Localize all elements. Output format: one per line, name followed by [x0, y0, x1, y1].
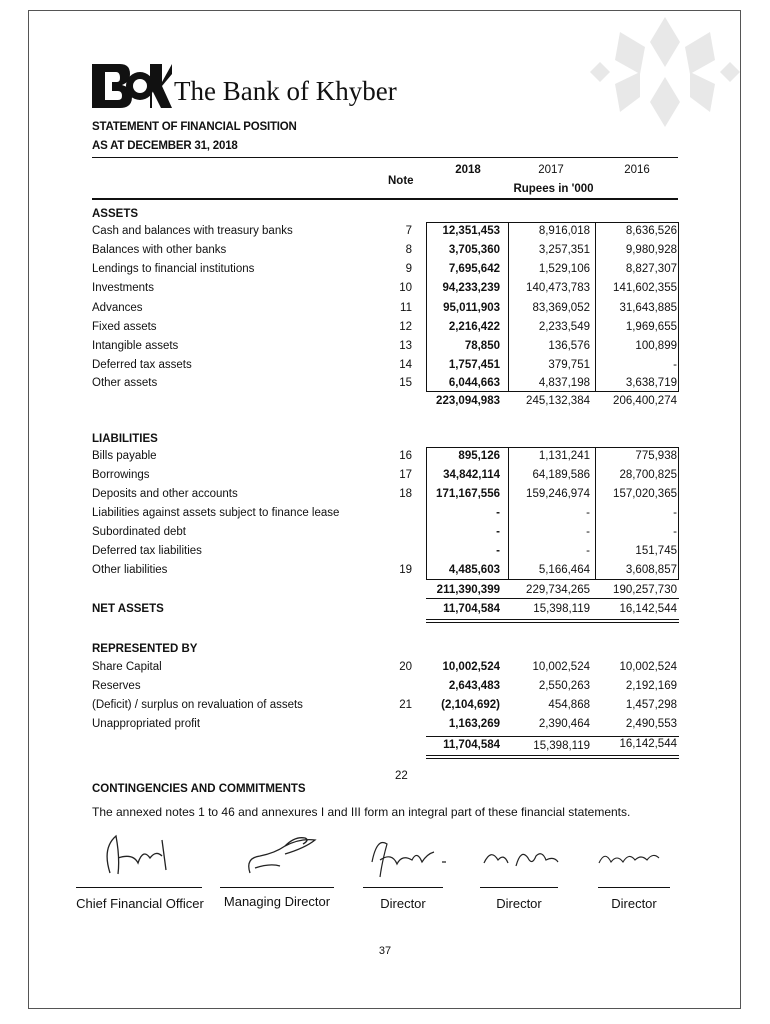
- liabilities-row-2017: -: [586, 545, 590, 557]
- represented-total-rule-1: [426, 755, 679, 756]
- assets-row-note: 14: [399, 359, 412, 371]
- liabilities-row-label: Deferred tax liabilities: [92, 545, 202, 557]
- represented-row-2017: 10,002,524: [532, 661, 590, 673]
- net-assets-rule-2: [426, 622, 679, 623]
- year-2017-header: 2017: [538, 164, 564, 176]
- signature-cfo: [88, 828, 188, 883]
- signatory-label: Chief Financial Officer: [76, 896, 204, 911]
- assets-row-label: Balances with other banks: [92, 244, 227, 256]
- assets-heading: ASSETS: [92, 208, 139, 220]
- assets-col-divider: [595, 222, 596, 392]
- assets-row-2018: 78,850: [464, 340, 500, 352]
- liabilities-row-2018: 4,485,603: [448, 564, 500, 576]
- assets-row-2017: 136,576: [548, 340, 590, 352]
- signatory-label: Director: [380, 896, 426, 911]
- represented-by-heading: REPRESENTED BY: [92, 643, 198, 655]
- assets-row-2016: 141,602,355: [613, 282, 677, 294]
- liabilities-row-2017: -: [586, 526, 590, 538]
- assets-row-2018: 7,695,642: [448, 263, 500, 275]
- assets-row-note: 8: [405, 244, 412, 256]
- assets-row-2016: 3,638,719: [625, 377, 677, 389]
- footnote: The annexed notes 1 to 46 and annexures I and III form an integral part of these financial statements.: [92, 805, 631, 819]
- bank-logo: [92, 56, 397, 108]
- represented-row-2018: (2,104,692): [441, 699, 500, 711]
- signature-director-3: [593, 838, 673, 878]
- liabilities-row-2017: 5,166,464: [538, 564, 590, 576]
- liabilities-row-label: Borrowings: [92, 469, 150, 481]
- assets-row-label: Cash and balances with treasury banks: [92, 225, 293, 237]
- assets-row-note: 15: [399, 377, 412, 389]
- assets-row-2016: 31,643,885: [619, 302, 677, 314]
- bok-logo-icon: [92, 60, 172, 108]
- liabilities-row-2016: 151,745: [635, 545, 677, 557]
- represented-row-2017: 2,550,263: [538, 680, 590, 692]
- liabilities-col-divider: [508, 447, 509, 580]
- liabilities-row-label: Bills payable: [92, 450, 157, 462]
- assets-row-2018: 2,216,422: [448, 321, 500, 333]
- liabilities-row-note: 17: [399, 469, 412, 481]
- net-assets-rule-1: [426, 619, 679, 620]
- unit-header: Rupees in '000: [513, 183, 594, 195]
- assets-row-2016: -: [673, 359, 677, 371]
- assets-row-2016: 9,980,928: [625, 244, 677, 256]
- assets-row-2016: 1,969,655: [625, 321, 677, 333]
- assets-row-2018: 95,011,903: [443, 302, 500, 314]
- represented-row-2017: 454,868: [548, 699, 590, 711]
- liabilities-row-note: 16: [399, 450, 412, 462]
- assets-row-2017: 3,257,351: [538, 244, 590, 256]
- represented-total-2018: 11,704,584: [443, 739, 500, 751]
- assets-row-label: Intangible assets: [92, 340, 179, 352]
- liabilities-row-2018: 34,842,114: [443, 469, 500, 481]
- liabilities-row-2017: 1,131,241: [538, 450, 590, 462]
- represented-row-2017: 2,390,464: [538, 718, 590, 730]
- liabilities-row-label: Liabilities against assets subject to finance lease: [92, 507, 340, 519]
- represented-total-top-rule: [426, 736, 679, 737]
- statement-date: AS AT DECEMBER 31, 2018: [92, 140, 238, 152]
- signature-director-1: [362, 832, 462, 882]
- snowflake-watermark-icon: [590, 12, 740, 132]
- contingencies-label: CONTINGENCIES AND COMMITMENTS: [92, 783, 306, 795]
- liabilities-row-note: 18: [399, 488, 412, 500]
- signatory-label: Director: [496, 896, 542, 911]
- liabilities-row-2016: 28,700,825: [619, 469, 677, 481]
- header-bottom-rule: [92, 198, 678, 200]
- signature-line: [598, 887, 670, 888]
- liabilities-row-2016: -: [673, 526, 677, 538]
- liabilities-row-label: Subordinated debt: [92, 526, 186, 538]
- assets-total-2018: 223,094,983: [436, 395, 500, 407]
- assets-row-2016: 100,899: [635, 340, 677, 352]
- liabilities-row-2018: 895,126: [458, 450, 500, 462]
- represented-row-2016: 1,457,298: [625, 699, 677, 711]
- represented-row-2016: 2,192,169: [625, 680, 677, 692]
- assets-row-note: 13: [399, 340, 412, 352]
- assets-col-divider: [508, 222, 509, 392]
- liabilities-row-2017: 159,246,974: [526, 488, 590, 500]
- liabilities-box: [426, 447, 679, 580]
- assets-row-note: 7: [405, 225, 412, 237]
- signature-line: [76, 887, 202, 888]
- liabilities-row-2018: -: [496, 507, 500, 519]
- assets-row-2016: 8,827,307: [625, 263, 677, 275]
- assets-row-note: 12: [399, 321, 412, 333]
- assets-row-note: 10: [399, 282, 412, 294]
- liabilities-row-2018: 171,167,556: [436, 488, 500, 500]
- liabilities-row-2016: 3,608,857: [625, 564, 677, 576]
- represented-row-label: Share Capital: [92, 661, 162, 673]
- liabilities-total-2017: 229,734,265: [526, 584, 590, 596]
- bank-name: The Bank of Khyber: [174, 76, 397, 106]
- assets-row-2018: 3,705,360: [448, 244, 500, 256]
- liabilities-row-label: Other liabilities: [92, 564, 168, 576]
- assets-row-2017: 140,473,783: [526, 282, 590, 294]
- assets-row-2018: 94,233,239: [442, 282, 500, 294]
- net-assets-2017: 15,398,119: [533, 603, 590, 615]
- liabilities-total-2018: 211,390,399: [436, 584, 500, 596]
- assets-row-label: Fixed assets: [92, 321, 157, 333]
- signature-line: [220, 887, 334, 888]
- assets-total-2017: 245,132,384: [526, 395, 590, 407]
- net-assets-label: NET ASSETS: [92, 603, 164, 615]
- represented-row-2016: 2,490,553: [625, 718, 677, 730]
- represented-row-note: 20: [399, 661, 412, 673]
- liabilities-row-2018: -: [496, 526, 500, 538]
- assets-row-note: 9: [405, 263, 412, 275]
- assets-row-2016: 8,636,526: [625, 225, 677, 237]
- liabilities-total-2016: 190,257,730: [613, 584, 677, 596]
- liabilities-row-2017: 64,189,586: [532, 469, 590, 481]
- assets-row-2017: 2,233,549: [538, 321, 590, 333]
- represented-row-note: 21: [399, 699, 412, 711]
- assets-row-label: Deferred tax assets: [92, 359, 192, 371]
- assets-row-label: Advances: [92, 302, 143, 314]
- represented-row-2018: 10,002,524: [442, 661, 500, 673]
- liabilities-col-divider: [595, 447, 596, 580]
- assets-row-note: 11: [400, 302, 412, 314]
- net-assets-2016: 16,142,544: [619, 603, 677, 615]
- signatory-label: Managing Director: [223, 894, 331, 909]
- liabilities-row-2017: -: [586, 507, 590, 519]
- liabilities-row-2016: 775,938: [635, 450, 677, 462]
- page-number: 37: [378, 945, 392, 957]
- assets-row-2017: 8,916,018: [538, 225, 590, 237]
- assets-row-label: Investments: [92, 282, 154, 294]
- signature-line: [480, 887, 558, 888]
- assets-row-2018: 12,351,453: [442, 225, 500, 237]
- contingencies-note: 22: [395, 770, 408, 782]
- assets-row-2018: 1,757,451: [448, 359, 500, 371]
- assets-row-2017: 4,837,198: [538, 377, 590, 389]
- represented-total-rule-2: [426, 758, 679, 759]
- liabilities-row-2016: -: [673, 507, 677, 519]
- assets-row-2017: 379,751: [548, 359, 590, 371]
- liabilities-row-2016: 157,020,365: [613, 488, 677, 500]
- signature-director-2: [476, 838, 566, 878]
- represented-total-2017: 15,398,119: [533, 740, 590, 752]
- liabilities-row-note: 19: [399, 564, 412, 576]
- signature-line: [363, 887, 443, 888]
- represented-total-2016: 16,142,544: [619, 738, 677, 750]
- assets-total-2016: 206,400,274: [613, 395, 677, 407]
- represented-row-label: Reserves: [92, 680, 141, 692]
- header-top-rule: [92, 157, 678, 158]
- liabilities-heading: LIABILITIES: [92, 433, 158, 445]
- represented-row-2016: 10,002,524: [619, 661, 677, 673]
- signatory-label: Director: [611, 896, 657, 911]
- signature-md: [225, 828, 330, 883]
- liabilities-total-rule: [426, 598, 679, 599]
- assets-row-2017: 83,369,052: [532, 302, 590, 314]
- liabilities-row-label: Deposits and other accounts: [92, 488, 238, 500]
- liabilities-row-2018: -: [496, 545, 500, 557]
- represented-row-2018: 2,643,483: [448, 680, 500, 692]
- net-assets-2018: 11,704,584: [443, 603, 500, 615]
- assets-row-2017: 1,529,106: [538, 263, 590, 275]
- year-2016-header: 2016: [624, 164, 650, 176]
- represented-row-2018: 1,163,269: [448, 718, 500, 730]
- assets-row-2018: 6,044,663: [448, 377, 500, 389]
- represented-row-label: (Deficit) / surplus on revaluation of assets: [92, 699, 303, 711]
- assets-box: [426, 222, 679, 392]
- note-header: Note: [388, 175, 414, 187]
- assets-row-label: Other assets: [92, 377, 158, 389]
- assets-row-label: Lendings to financial institutions: [92, 263, 255, 275]
- represented-row-label: Unappropriated profit: [92, 718, 201, 730]
- year-2018-header: 2018: [455, 164, 481, 176]
- statement-title: STATEMENT OF FINANCIAL POSITION: [92, 121, 297, 133]
